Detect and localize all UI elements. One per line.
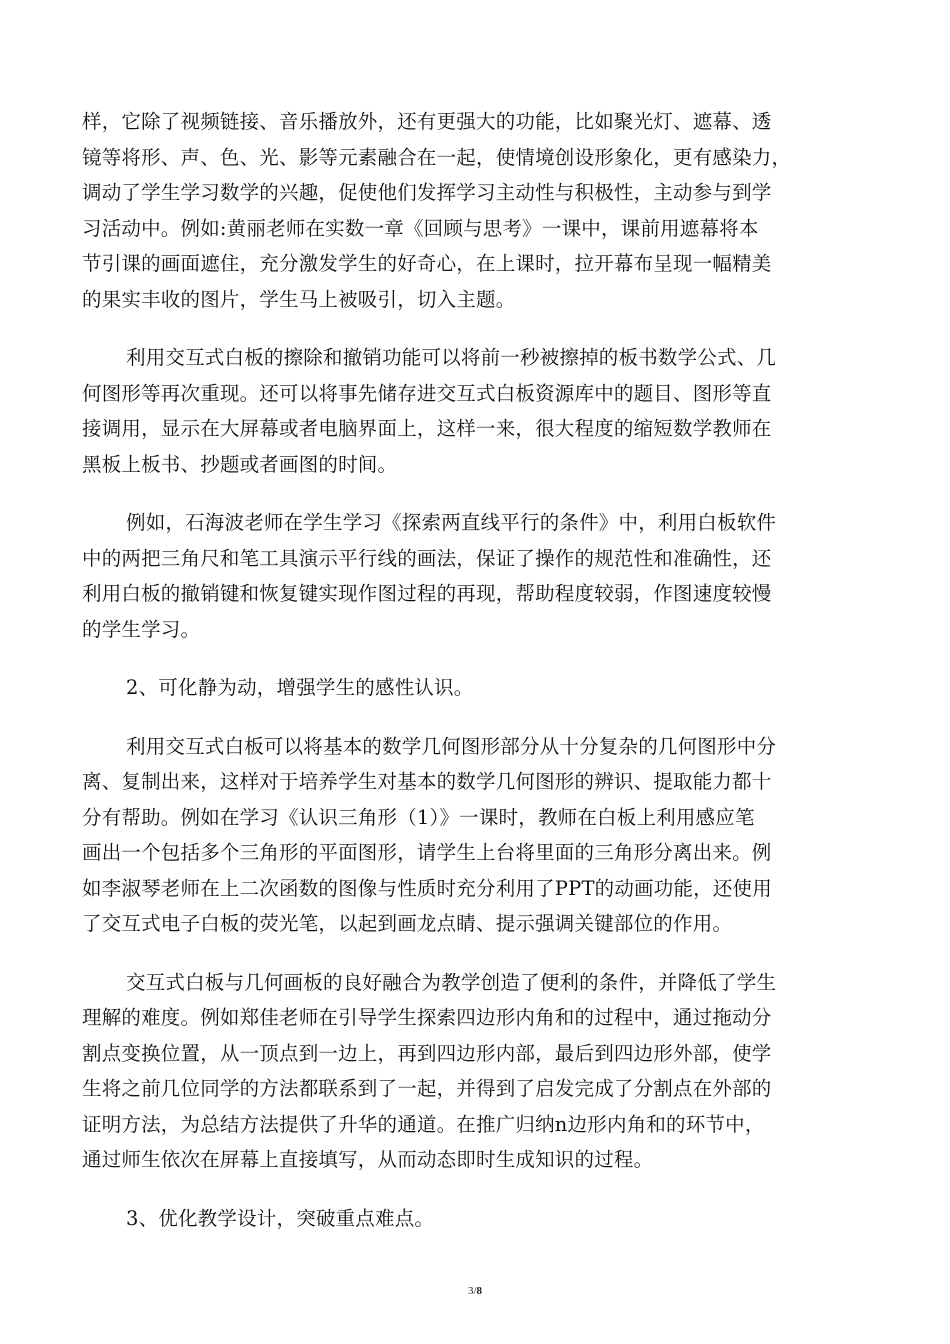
- text-line: 样，它除了视频链接、音乐播放外，还有更强大的功能，比如聚光灯、遮幕、透: [82, 110, 772, 133]
- page-total: 8: [476, 1285, 483, 1297]
- text-line: 何图形等再次重现。还可以将事先储存进交互式白板资源库中的题目、图形等直: [82, 381, 772, 405]
- paragraph-geometry-separation: [82, 729, 878, 942]
- text-line: 的学生学习。: [82, 617, 201, 641]
- page-number: [0, 1285, 950, 1297]
- body-text: [82, 104, 878, 1236]
- text-line: 通过师生依次在屏幕上直接填写，从而动态即时生成知识的过程。: [82, 1148, 654, 1171]
- text-line: 理解的难度。例如郑佳老师在引导学生探索四边形内角和的过程中，通过拖动分: [82, 1006, 772, 1029]
- text-line: 2、可化静为动，增强学生的感性认识。: [126, 676, 474, 699]
- text-line: 生将之前几位同学的方法都联系到了一起，并得到了启发完成了分割点在外部的: [82, 1077, 772, 1100]
- text-line: 节引课的画面遮住，充分激发学生的好奇心，在上课时，拉开幕布呈现一幅精美: [82, 252, 772, 275]
- text-line: 例如，石海波老师在学生学习《探索两直线平行的条件》中，利用白板软件: [126, 511, 777, 534]
- section-heading-2: [82, 670, 878, 706]
- text-line: 镜等将形、声、色、光、影等元素融合在一起，使情境创设形象化，更有感染力，: [82, 145, 792, 169]
- text-line: 利用交互式白板可以将基本的数学几何图形部分从十分复杂的几何图形中分: [126, 734, 777, 758]
- text-line: 画出一个包括多个三角形的平面图形，请学生上台将里面的三角形分离出来。例: [82, 841, 772, 864]
- text-line: 了交互式电子白板的荧光笔，以起到画龙点睛、提示强调关键部位的作用。: [82, 912, 733, 935]
- page-separator: /: [473, 1285, 477, 1297]
- text-line: 调动了学生学习数学的兴趣，促使他们发挥学习主动性与积极性，主动参与到学: [82, 181, 772, 204]
- paragraph-example-parallel: [82, 505, 878, 647]
- text-line: 利用白板的撤销键和恢复键实现作图过程的再现，帮助程度较弱，作图速度较慢: [82, 582, 772, 605]
- text-line: 习活动中。例如:黄丽老师在实数一章《回顾与思考》一课中，课前用遮幕将本: [82, 216, 759, 240]
- text-line: 分有帮助。例如在学习《认识三角形（1）》一课时，教师在白板上利用感应笔: [82, 805, 755, 829]
- text-line: 证明方法，为总结方法提供了升华的通道。在推广归纳n边形内角和的环节中，: [82, 1112, 765, 1136]
- paragraph-geometer-sketchpad: [82, 965, 878, 1178]
- text-line: 如李淑琴老师在上二次函数的图像与性质时充分利用了PPT的动画功能，还使用: [82, 876, 772, 900]
- text-line: 割点变换位置，从一顶点到一边上，再到四边形内部，最后到四边形外部，使学: [82, 1041, 772, 1065]
- paragraph-whiteboard-erase: [82, 340, 878, 482]
- text-line: 交互式白板与几何画板的良好融合为教学创造了便利的条件，并降低了学生: [126, 970, 777, 994]
- text-line: 利用交互式白板的擦除和撤销功能可以将前一秒被擦掉的板书数学公式、几: [126, 346, 777, 369]
- section-heading-3: [82, 1201, 878, 1237]
- text-line: 黑板上板书、抄题或者画图的时间。: [82, 452, 398, 476]
- text-line: 接调用，显示在大屏幕或者电脑界面上，这样一来，很大程度的缩短数学教师在: [82, 417, 772, 440]
- text-line: 的果实丰收的图片，学生马上被吸引，切入主题。: [82, 287, 516, 311]
- text-line: 中的两把三角尺和笔工具演示平行线的画法，保证了操作的规范性和准确性，还: [82, 546, 772, 570]
- page-current: 3: [467, 1285, 474, 1297]
- text-line: 3、优化教学设计，突破重点难点。: [126, 1206, 435, 1230]
- paragraph-continued: [82, 104, 878, 317]
- text-line: 离、复制出来，这样对于培养学生对基本的数学几何图形的辨识、提取能力都十: [82, 770, 772, 793]
